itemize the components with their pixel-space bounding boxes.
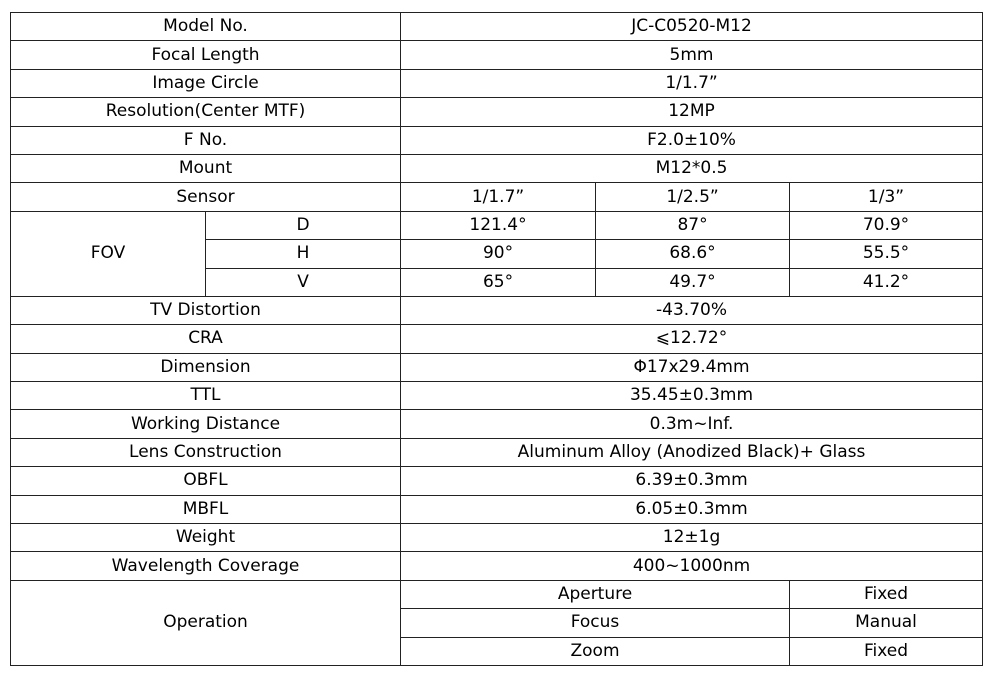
value-image-circle: 1/1.7” [401,69,983,97]
label-f-no: F No. [11,126,401,154]
operation-value-zoom: Fixed [790,637,983,665]
label-working-distance: Working Distance [11,410,401,438]
value-tv-distortion: -43.70% [401,296,983,324]
value-resolution: 12MP [401,98,983,126]
row-ttl [11,382,983,410]
fov-d-value-2: 87° [596,211,790,239]
label-obfl: OBFL [11,467,401,495]
label-resolution: Resolution(Center MTF) [11,98,401,126]
fov-d-value-3: 70.9° [790,211,983,239]
row-image-circle [11,69,983,97]
row-lens-construction [11,438,983,466]
fov-h-value-1: 90° [401,240,596,268]
row-model [11,13,983,41]
label-model: Model No. [11,13,401,41]
value-sensor-2: 1/2.5” [596,183,790,211]
label-fov: FOV [11,211,206,296]
row-mount [11,154,983,182]
fov-h-value-2: 68.6° [596,240,790,268]
row-dimension [11,353,983,381]
value-mbfl: 6.05±0.3mm [401,495,983,523]
value-ttl: 35.45±0.3mm [401,382,983,410]
row-operation-aperture [11,580,983,608]
value-obfl: 6.39±0.3mm [401,467,983,495]
fov-v-value-3: 41.2° [790,268,983,296]
label-focal-length: Focal Length [11,41,401,69]
operation-name-aperture: Aperture [401,580,790,608]
label-sensor: Sensor [11,183,401,211]
label-image-circle: Image Circle [11,69,401,97]
row-cra [11,325,983,353]
value-weight: 12±1g [401,524,983,552]
fov-v-value-2: 49.7° [596,268,790,296]
value-sensor-1: 1/1.7” [401,183,596,211]
row-obfl [11,467,983,495]
row-wavelength [11,552,983,580]
label-dimension: Dimension [11,353,401,381]
row-sensor [11,183,983,211]
value-cra: ⩽12.72° [401,325,983,353]
operation-name-focus: Focus [401,609,790,637]
label-tv-distortion: TV Distortion [11,296,401,324]
spec-table [10,12,983,666]
value-f-no: F2.0±10% [401,126,983,154]
fov-v-value-1: 65° [401,268,596,296]
operation-name-zoom: Zoom [401,637,790,665]
label-wavelength: Wavelength Coverage [11,552,401,580]
row-focal-length [11,41,983,69]
fov-axis-h: H [206,240,401,268]
value-lens-construction: Aluminum Alloy (Anodized Black)+ Glass [401,438,983,466]
value-model: JC-C0520-M12 [401,13,983,41]
row-fov-d [11,211,983,239]
row-f-no [11,126,983,154]
label-cra: CRA [11,325,401,353]
label-operation: Operation [11,580,401,665]
label-lens-construction: Lens Construction [11,438,401,466]
value-focal-length: 5mm [401,41,983,69]
value-mount: M12*0.5 [401,154,983,182]
value-sensor-3: 1/3” [790,183,983,211]
row-weight [11,524,983,552]
label-mbfl: MBFL [11,495,401,523]
fov-axis-d: D [206,211,401,239]
row-working-distance [11,410,983,438]
row-resolution [11,98,983,126]
value-working-distance: 0.3m~Inf. [401,410,983,438]
label-weight: Weight [11,524,401,552]
fov-axis-v: V [206,268,401,296]
value-dimension: Φ17x29.4mm [401,353,983,381]
operation-value-aperture: Fixed [790,580,983,608]
row-mbfl [11,495,983,523]
label-mount: Mount [11,154,401,182]
operation-value-focus: Manual [790,609,983,637]
fov-h-value-3: 55.5° [790,240,983,268]
row-tv-distortion [11,296,983,324]
label-ttl: TTL [11,382,401,410]
value-wavelength: 400~1000nm [401,552,983,580]
fov-d-value-1: 121.4° [401,211,596,239]
